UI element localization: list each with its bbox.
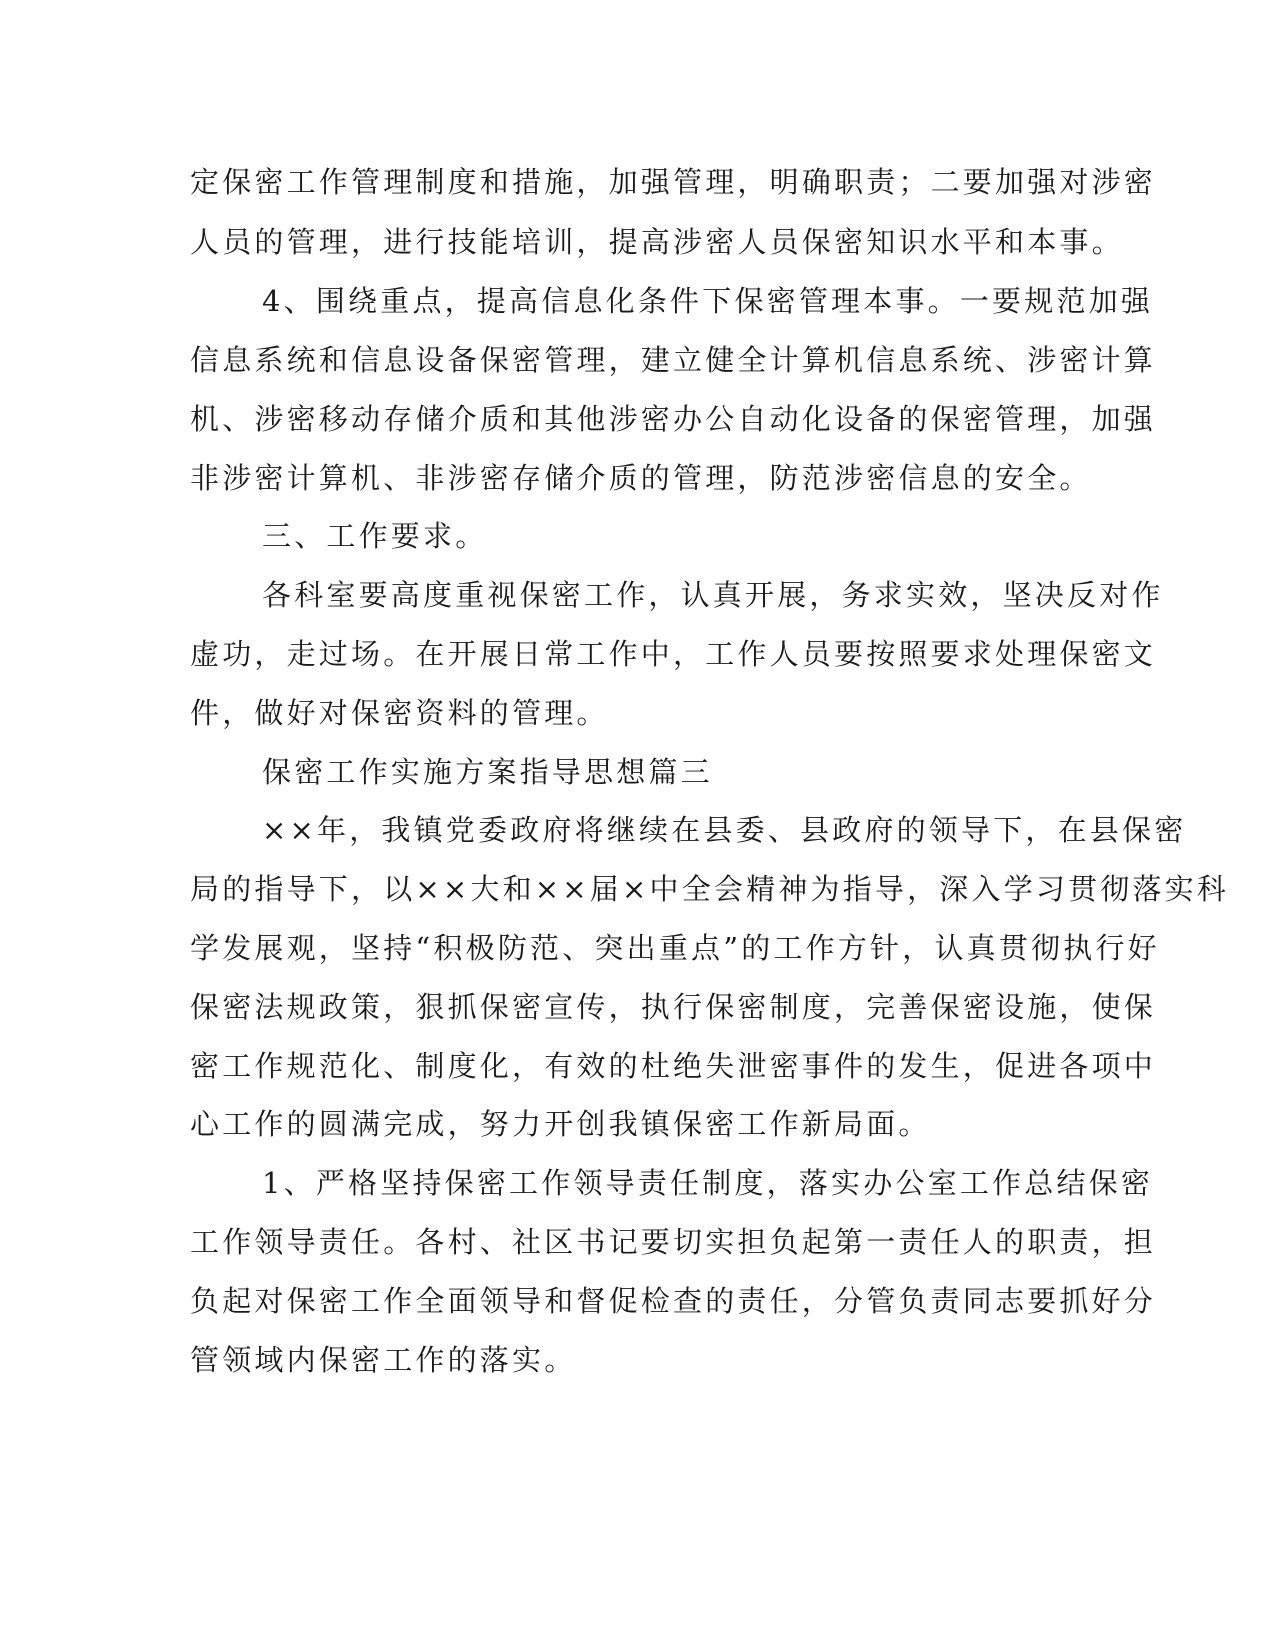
text-line: 4、围绕重点，提高信息化条件下保密管理本事。一要规范加强 bbox=[262, 284, 1154, 318]
text-line: 学发展观，坚持“积极防范、突出重点”的工作方针，认真贯彻执行好 bbox=[190, 931, 1160, 965]
text-line: 保密法规政策，狠抓保密宣传，执行保密制度，完善保密设施，使保 bbox=[190, 990, 1157, 1024]
text-line: 非涉密计算机、非涉密存储介质的管理，防范涉密信息的安全。 bbox=[190, 461, 1092, 495]
text-line: 1、严格坚持保密工作领导责任制度，落实办公室工作总结保密 bbox=[262, 1166, 1154, 1200]
text-line: ××年，我镇党委政府将继续在县委、县政府的领导下，在县保密 bbox=[262, 813, 1187, 847]
section-heading: 保密工作实施方案指导思想篇三 bbox=[262, 755, 713, 789]
text-line: 信息系统和信息设备保密管理，建立健全计算机信息系统、涉密计算 bbox=[190, 343, 1157, 377]
text-line: 心工作的圆满完成，努力开创我镇保密工作新局面。 bbox=[190, 1107, 931, 1141]
text-line: 虚功，走过场。在开展日常工作中，工作人员要按照要求处理保密文 bbox=[190, 637, 1157, 671]
text-line: 人员的管理，进行技能培训，提高涉密人员保密知识水平和本事。 bbox=[190, 225, 1124, 259]
text-line: 机、涉密移动存储介质和其他涉密办公自动化设备的保密管理，加强 bbox=[190, 402, 1157, 436]
text-line: 件，做好对保密资料的管理。 bbox=[190, 696, 609, 730]
text-line: 密工作规范化、制度化，有效的杜绝失泄密事件的发生，促进各项中 bbox=[190, 1049, 1157, 1083]
section-heading: 三、工作要求。 bbox=[262, 519, 488, 553]
text-line: 定保密工作管理制度和措施，加强管理，明确职责；二要加强对涉密 bbox=[190, 165, 1157, 199]
text-line: 管领域内保密工作的落实。 bbox=[190, 1343, 577, 1377]
text-line: 工作领导责任。各村、社区书记要切实担负起第一责任人的职责，担 bbox=[190, 1225, 1157, 1259]
text-line: 各科室要高度重视保密工作，认真开展，务求实效，坚决反对作 bbox=[262, 578, 1164, 612]
text-line: 负起对保密工作全面领导和督促检查的责任，分管负责同志要抓好分 bbox=[190, 1284, 1157, 1318]
text-line: 局的指导下，以××大和××届×中全会精神为指导，深入学习贯彻落实科 bbox=[190, 872, 1230, 906]
